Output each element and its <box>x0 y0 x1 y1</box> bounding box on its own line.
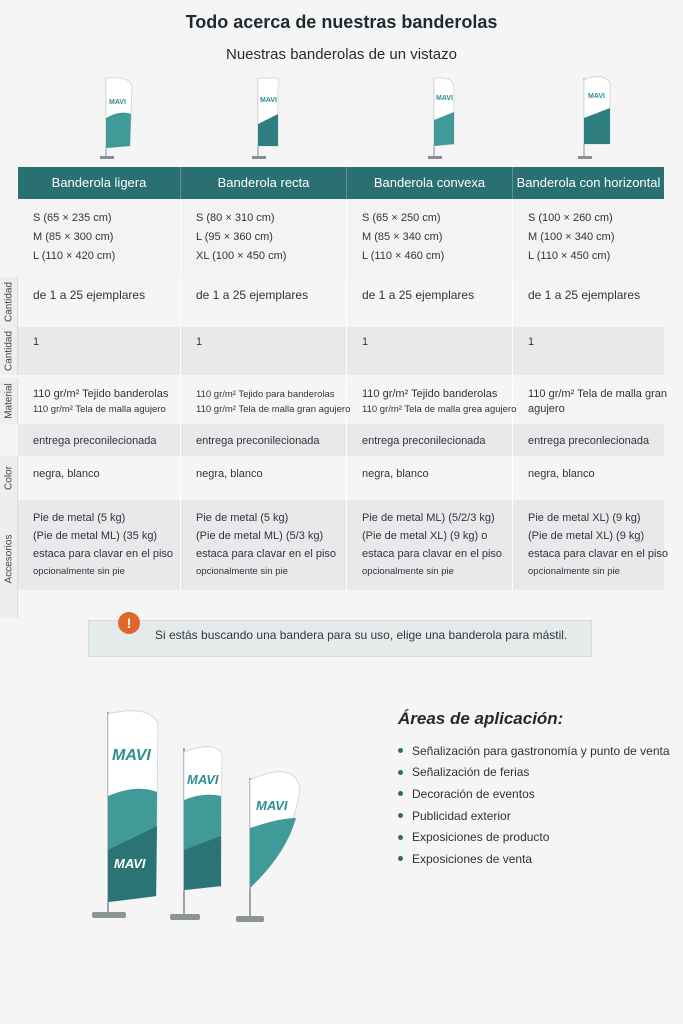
table-cell: de 1 a 25 ejemplares <box>528 288 641 302</box>
list-item: Exposiciones de producto <box>398 826 670 848</box>
list-item: Publicidad exterior <box>398 805 670 827</box>
areas-list <box>398 740 670 870</box>
table-row-sides <box>18 327 664 375</box>
table-cell: entrega preconilecionada <box>347 424 513 456</box>
column-header-recta: Banderola recta <box>181 167 347 199</box>
thumb-flag-horizontal <box>578 74 618 162</box>
page-subtitle: Nuestras banderolas de un vistazo <box>226 46 457 63</box>
flags-illustration <box>80 700 320 930</box>
table-row-material <box>18 378 667 424</box>
table-cell: 1 <box>18 327 181 375</box>
svg-text:MAVI: MAVI <box>256 798 288 813</box>
table-cell: negra, blanco <box>347 456 513 500</box>
column-header-horizontal: Banderola con horizontal <box>516 175 661 190</box>
notice-text: Si estás buscando una bandera para su uso, elige una banderola para mástil. <box>155 628 568 642</box>
svg-text:MAVI: MAVI <box>114 856 146 871</box>
table-cell: entrega preconilecionada <box>181 424 347 456</box>
table-row-delivery <box>18 424 664 456</box>
table-cell: de 1 a 25 ejemplares <box>18 277 181 327</box>
table-row-quantity <box>18 277 664 327</box>
row-label-cantidad: Cantidad <box>0 277 18 327</box>
table-row-sizes <box>18 199 664 277</box>
svg-text:MAVI: MAVI <box>588 93 605 100</box>
table-cell: 110 gr/m² Tejido para banderolas 110 gr/m² Tela de malla gran agujero <box>181 378 347 424</box>
table-row-color <box>18 456 664 500</box>
warning-icon: ! <box>118 612 140 634</box>
table-cell: S (100 × 260 cm) M (100 × 340 cm) L (110 × 450 cm) <box>528 212 615 262</box>
table-cell: S (65 × 250 cm) M (85 × 340 cm) L (110 × 460 cm) <box>347 199 513 277</box>
svg-text:MAVI: MAVI <box>187 772 219 787</box>
table-cell: negra, blanco <box>528 468 595 480</box>
areas-title: Áreas de aplicación: <box>398 709 564 728</box>
table-cell: negra, blanco <box>18 456 181 500</box>
table-cell: de 1 a 25 ejemplares <box>181 277 347 327</box>
table-cell: 1 <box>528 336 535 348</box>
thumb-flag-convexa <box>426 74 466 162</box>
table-header <box>18 167 664 199</box>
table-cell: Pie de metal XL) (9 kg) (Pie de metal XL) (9 kg) estaca para clavar en el piso opcionalmente sin pie <box>528 512 669 577</box>
table-cell: 1 <box>347 327 513 375</box>
svg-text:MAVI: MAVI <box>436 95 453 102</box>
table-cell: Pie de metal (5 kg) (Pie de metal ML) (35 kg) estaca para clavar en el piso opcionalmente sin pie <box>18 500 181 590</box>
table-cell: S (80 × 310 cm) L (95 × 360 cm) XL (100 × 450 cm) <box>181 199 347 277</box>
table-cell: 1 <box>181 327 347 375</box>
table-cell: Pie de metal ML) (5/2/3 kg) (Pie de metal XL) (9 kg) o estaca para clavar en el piso opcionalmente sin pie <box>347 500 513 590</box>
table-cell: 110 gr/m² Tela de malla gran agujero <box>528 388 667 415</box>
table-cell: 110 gr/m² Tejido banderolas 110 gr/m² Tela de malla agujero <box>18 378 181 424</box>
table-row-accessories <box>18 500 669 590</box>
list-item: Señalización para gastronomía y punto de venta <box>398 740 670 762</box>
column-header-ligera: Banderola ligera <box>18 167 181 199</box>
table-cell: Pie de metal (5 kg) (Pie de metal ML) (5/3 kg) estaca para clavar en el piso opcionalmente sin pie <box>181 500 347 590</box>
thumb-flag-ligera <box>100 74 140 162</box>
svg-text:MAVI: MAVI <box>112 747 151 764</box>
table-cell: negra, blanco <box>181 456 347 500</box>
table-cell: de 1 a 25 ejemplares <box>347 277 513 327</box>
bullet-icon <box>398 813 403 818</box>
thumb-flag-recta <box>252 74 292 162</box>
bullet-icon <box>398 748 403 753</box>
list-item: Señalización de ferias <box>398 762 670 784</box>
row-label-color: Color <box>0 456 18 500</box>
table-cell: 110 gr/m² Tejido banderolas 110 gr/m² Tela de malla grea agujero <box>347 378 513 424</box>
bullet-icon <box>398 791 403 796</box>
table-cell: S (65 × 235 cm) M (85 × 300 cm) L (110 × 420 cm) <box>18 199 181 277</box>
bullet-icon <box>398 856 403 861</box>
bullet-icon <box>398 770 403 775</box>
list-item: Exposiciones de venta <box>398 848 670 870</box>
bullet-icon <box>398 835 403 840</box>
table-cell: entrega preconlecionada <box>528 435 650 447</box>
row-label-material: Material <box>0 378 18 424</box>
page-title: Todo acerca de nuestras banderolas <box>185 12 498 32</box>
list-item: Decoración de eventos <box>398 783 670 805</box>
row-label-cantidad-2: Cantidad <box>0 327 18 375</box>
svg-text:MAVI: MAVI <box>260 97 277 104</box>
svg-text:MAVI: MAVI <box>109 99 126 106</box>
table-cell: entrega preconilecionada <box>18 424 181 456</box>
column-header-convexa: Banderola convexa <box>347 167 513 199</box>
row-label-accesorios: Accesorios <box>0 500 18 618</box>
